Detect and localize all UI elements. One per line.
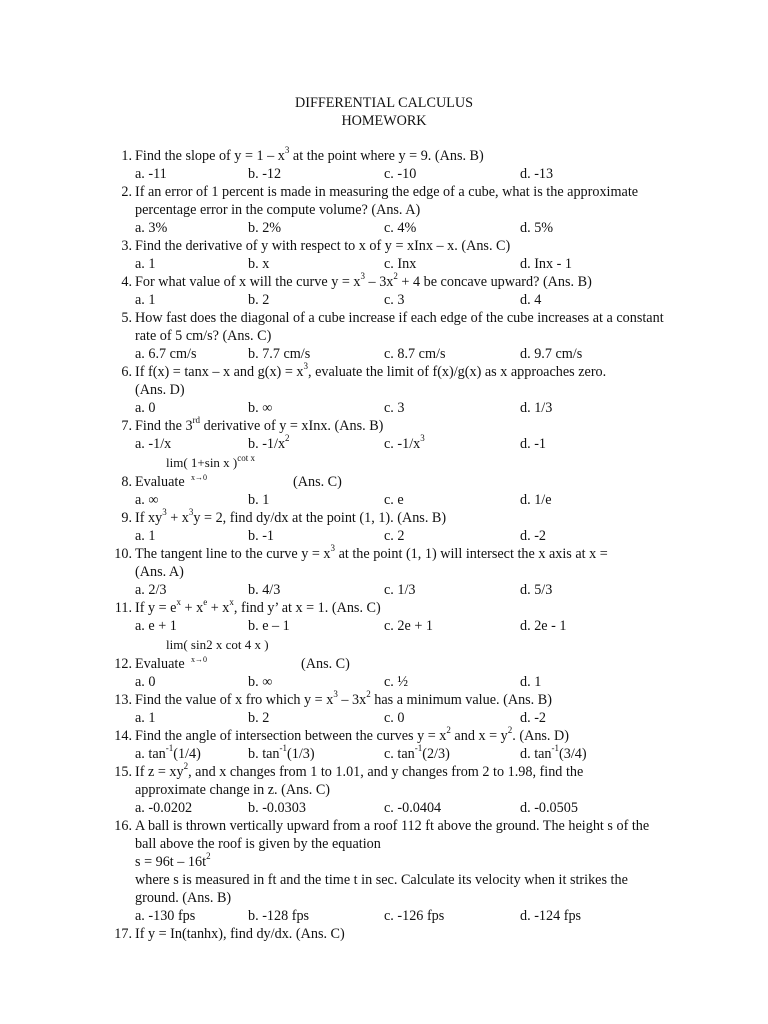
question-text: If y = In(tanhx), find dy/dx. (Ans. C) — [135, 926, 345, 942]
question-number: 8. — [121, 474, 132, 490]
choice-c: c. Inx — [384, 256, 417, 272]
choice-a: a. 2/3 — [135, 582, 167, 598]
choice-b: b. $\tan^{-1}(1/3)$ — [248, 743, 315, 762]
question-number: 12. — [114, 656, 132, 672]
question-4 — [110, 273, 670, 309]
question-number: 2. — [121, 184, 132, 200]
question-number: 13. — [114, 692, 132, 708]
question-text: If an error of 1 percent is made in measuring the edge of a cube, what is the approximate percentage error in the compute volume? (Ans. A) — [135, 184, 639, 218]
choice-d: d. -13 — [520, 166, 554, 182]
choice-b: b. 7.7 cm/s — [248, 346, 311, 362]
choice-d: d. 2e - 1 — [520, 618, 567, 634]
choice-b: b. 2% — [248, 220, 282, 236]
choices — [135, 255, 670, 273]
choice-d: d. -2 — [520, 528, 547, 544]
choices — [135, 345, 670, 363]
question-number: 17. — [114, 926, 132, 942]
choices — [135, 673, 670, 691]
choice-a: a. 3% — [135, 220, 168, 236]
question-label: Evaluate — [135, 474, 185, 490]
limit-expression: lim( 1+sin x )$^{cot x}$ — [166, 452, 256, 470]
choice-d: d. -2 — [520, 710, 547, 726]
choice-b: b. -12 — [248, 166, 282, 182]
question-16 — [110, 817, 670, 925]
question-11 — [110, 599, 670, 635]
question-14 — [110, 727, 670, 763]
choices — [135, 581, 670, 599]
question-8 — [110, 453, 670, 509]
choices — [135, 435, 670, 453]
choice-b: b. 2 — [248, 710, 270, 726]
choice-c: c. 8.7 cm/s — [384, 346, 446, 362]
choice-c: c. -0.0404 — [384, 800, 442, 816]
limit-subscript: x→0 — [191, 473, 207, 482]
choices — [135, 907, 670, 925]
question-1 — [110, 147, 670, 183]
question-list — [110, 147, 670, 943]
choice-c: c. -10 — [384, 166, 417, 182]
question-number: 16. — [114, 818, 132, 834]
question-text: Find the 3rd derivative of y = xInx. (Ans. B) — [135, 415, 384, 434]
choice-b: b. -0.0303 — [248, 800, 306, 816]
question-number: 7. — [121, 418, 132, 434]
choice-b: b. -1 — [248, 528, 275, 544]
question-13 — [110, 691, 670, 727]
choice-c: c. 4% — [384, 220, 417, 236]
page-subtitle: HOMEWORK — [341, 113, 427, 129]
choices — [135, 219, 670, 237]
question-text: If $z = xy^2$, and x changes from 1 to 1.01, and y changes from 2 to 1.98, find the approximate change in z. (Ans. C) — [135, 761, 584, 798]
question-5 — [110, 309, 670, 363]
choices — [135, 745, 670, 763]
question-number: 4. — [121, 274, 132, 290]
choices — [135, 709, 670, 727]
question-12 — [110, 635, 670, 691]
limit-subscript: x→0 — [191, 655, 207, 664]
choice-a: a. 0 — [135, 674, 156, 690]
answer-key: (Ans. C) — [293, 474, 342, 490]
choice-b: b. -128 fps — [248, 908, 310, 924]
choices — [135, 399, 670, 417]
question-17 — [110, 925, 670, 943]
choice-d: d. -1 — [520, 436, 547, 452]
choice-d: d. 1 — [520, 674, 542, 690]
choice-b: b. ∞ — [248, 674, 273, 690]
choice-c: c. 1/3 — [384, 582, 416, 598]
question-number: 11. — [114, 600, 132, 616]
choice-b: b. 1 — [248, 492, 270, 508]
choice-d: d. 1/3 — [520, 400, 553, 416]
question-text-continued: where s is measured in ft and the time t in sec. Calculate its velocity when it strikes the ground. (Ans. B) — [135, 872, 628, 906]
choice-d: d. -0.0505 — [520, 800, 578, 816]
choice-b: b. e – 1 — [248, 618, 290, 634]
choice-d: d. Inx - 1 — [520, 256, 573, 272]
choice-a: a. 1 — [135, 710, 156, 726]
question-number: 1. — [121, 148, 132, 164]
choice-a: a. 6.7 cm/s — [135, 346, 197, 362]
choice-a: a. -0.0202 — [135, 800, 193, 816]
question-number: 3. — [121, 238, 132, 254]
choice-d: d. $\tan^{-1}(3/4)$ — [520, 743, 587, 762]
question-text: A ball is thrown vertically upward from a roof 112 ft above the ground. The height s of the ball above the roof is given by the equation — [135, 818, 650, 852]
choice-c: c. -126 fps — [384, 908, 445, 924]
question-text: How fast does the diagonal of a cube increase if each edge of the cube increases at a constant rate of 5 cm/s? (Ans. C) — [135, 310, 664, 344]
question-7 — [110, 417, 670, 453]
question-text: Find the derivative of y with respect to x of y = xInx – x. (Ans. C) — [135, 238, 511, 254]
choice-b: b. 4/3 — [248, 582, 281, 598]
choice-a: a. e + 1 — [135, 618, 177, 634]
choice-c: c. ½ — [384, 674, 409, 690]
choice-a: a. 0 — [135, 400, 156, 416]
page-title: DIFFERENTIAL CALCULUS — [294, 95, 473, 111]
choice-d: d. 5/3 — [520, 582, 553, 598]
question-number: 5. — [121, 310, 132, 326]
choices — [135, 491, 670, 509]
choice-a: a. $\tan^{-1}(1/4)$ — [135, 743, 201, 762]
choice-c: c. 0 — [384, 710, 405, 726]
question-text: For what value of x will the curve $y = x^3 - 3x^2 + 4$ be concave upward? (Ans. B) — [135, 271, 592, 290]
choice-c: c. 3 — [384, 292, 405, 308]
question-2 — [110, 183, 670, 237]
choice-d: d. 1/e — [520, 492, 552, 508]
question-text: If $y = e^x + x^e + x^x$, find y’ at x = 1. (Ans. C) — [135, 597, 381, 616]
choice-c: c. e — [384, 492, 404, 508]
question-number: 6. — [121, 364, 132, 380]
choice-a: a. 1 — [135, 256, 156, 272]
question-text: Find the value of x fro which $y = x^3 - 3x^2$ has a minimum value. (Ans. B) — [135, 689, 552, 708]
question-text: The tangent line to the curve $y = x^3$ at the point (1, 1) will intersect the x axis at x = (Ans. A) — [135, 543, 608, 580]
question-3 — [110, 237, 670, 273]
question-text: Find the angle of intersection between the curves $y = x^2$ and $x = y^2$. (Ans. D) — [135, 725, 569, 744]
limit-expression: lim( sin2 x cot 4 x ) — [166, 637, 269, 652]
choice-a: a. -11 — [135, 166, 167, 182]
question-text: If $xy^3 + x^3y = 2$, find dy/dx at the point (1, 1). (Ans. B) — [135, 507, 447, 526]
choices — [135, 527, 670, 545]
choice-d: d. 9.7 cm/s — [520, 346, 583, 362]
choice-a: a. 1 — [135, 292, 156, 308]
choice-d: d. -124 fps — [520, 908, 582, 924]
choice-b: b. ∞ — [248, 400, 273, 416]
choices — [135, 291, 670, 309]
choice-a: a. -1/x — [135, 436, 172, 452]
choices — [135, 799, 670, 817]
question-label: Evaluate — [135, 656, 185, 672]
answer-key: (Ans. C) — [301, 656, 350, 672]
choice-b: b. $-1/x^2$ — [248, 433, 290, 452]
question-number: 9. — [121, 510, 132, 526]
choice-b: b. x — [248, 256, 270, 272]
choice-a: a. -130 fps — [135, 908, 196, 924]
choice-c: c. 2 — [384, 528, 405, 544]
question-6 — [110, 363, 670, 417]
question-15 — [110, 763, 670, 817]
choice-a: a. ∞ — [135, 492, 159, 508]
choices — [135, 617, 670, 635]
equation: $s = 96t - 16t^2$ — [135, 851, 211, 870]
choice-c: c. $-1/x^3$ — [384, 433, 425, 452]
question-9 — [110, 509, 670, 545]
choice-d: d. 5% — [520, 220, 554, 236]
question-text: If f(x) = tanx – x and $g(x) = x^3$, evaluate the limit of f(x)/g(x) as x approaches zero. (Ans. D) — [135, 361, 607, 398]
question-number: 15. — [114, 764, 132, 780]
question-text: Find the slope of $y = 1 - x^3$ at the point where y = 9. (Ans. B) — [135, 145, 484, 164]
choice-b: b. 2 — [248, 292, 270, 308]
choice-a: a. 1 — [135, 528, 156, 544]
choice-d: d. 4 — [520, 292, 542, 308]
question-10 — [110, 545, 670, 599]
choice-c: c. 2e + 1 — [384, 618, 433, 634]
choice-c: c. $\tan^{-1}(2/3)$ — [384, 743, 450, 762]
question-number: 10. — [114, 546, 132, 562]
choice-c: c. 3 — [384, 400, 405, 416]
question-number: 14. — [114, 728, 132, 744]
choices — [135, 165, 670, 183]
